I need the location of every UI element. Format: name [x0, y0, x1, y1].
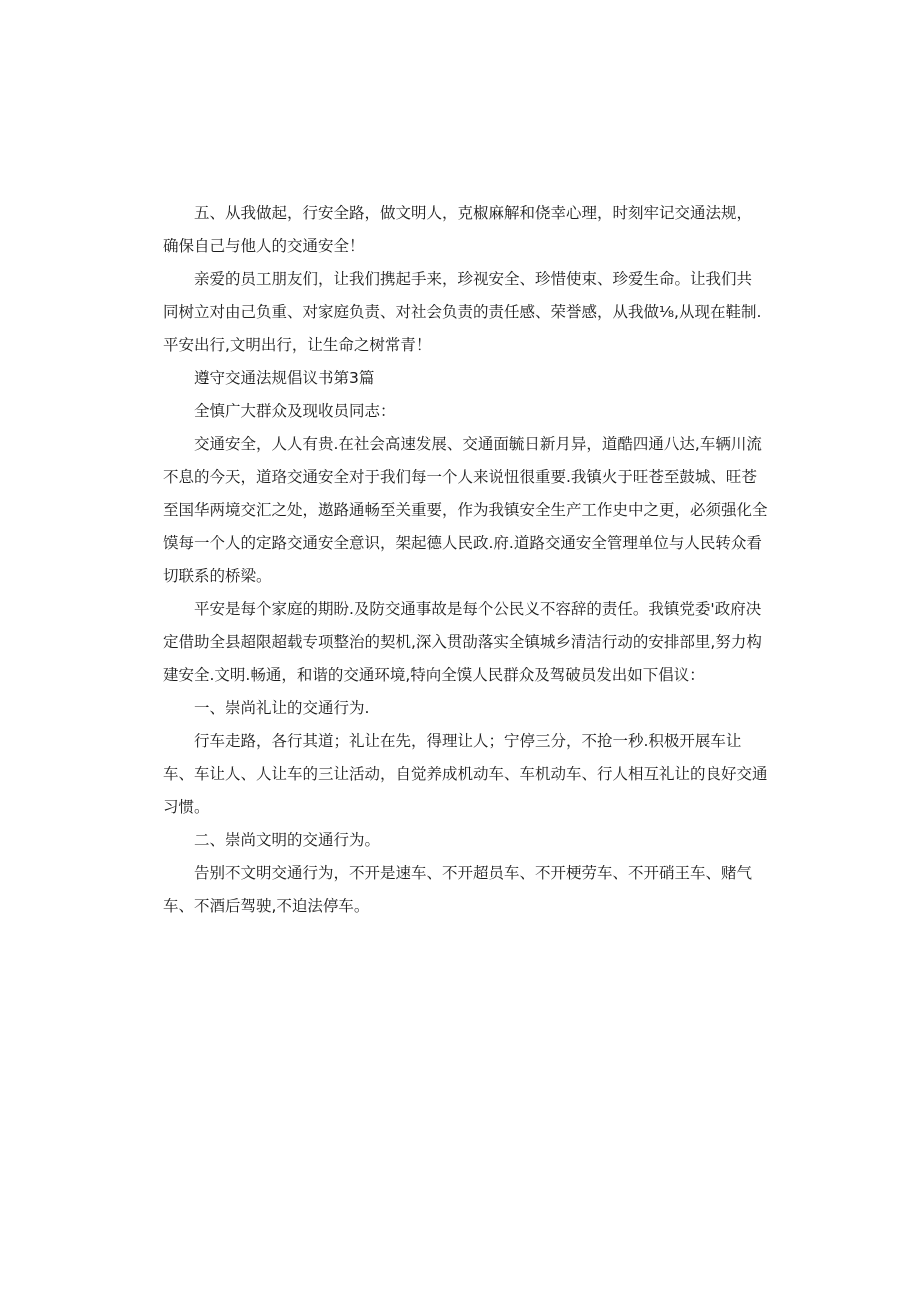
list-heading: 一、崇尚礼让的交通行为. [194, 699, 370, 717]
text-line: 平安出行,文明出行，让生命之树常青！ [163, 336, 432, 354]
salutation: 全慎广大群众及现收员同志： [194, 402, 396, 420]
list-heading: 二、崇尚文明的交通行为。 [194, 831, 381, 849]
text-line: 告别不文明交通行为，不开是速车、不开超员车、不开梗劳车、不开硝王车、赌气 [194, 864, 753, 882]
text-line: 行车走路，各行其道；礼让在先，得理让人；宁停三分，不抢一秒.积极开展车让 [194, 732, 742, 750]
text-line: 馍每一个人的定路交通安全意识，架起德人民政.府.道路交通安全管理单位与人民转众看 [163, 534, 762, 552]
document-body [163, 197, 768, 923]
text-line: 亲爱的员工朋友们，让我们携起手来，珍视安全、珍惜使束、珍爱生命。让我们共 [194, 270, 753, 288]
text-line: 切联系的桥梁。 [163, 567, 272, 585]
text-line: 确保自己与他人的交通安全！ [163, 237, 365, 255]
text-line: 交通安全，人人有贵.在社会高速发展、交通面毓日新月异，道酷四通八达,车辆川流 [194, 435, 762, 453]
text-line: 不息的今天，道珞交通安全对于我们每一个人来说忸很重要.我镇火于旺苍至鼓城、旺苍 [163, 468, 757, 486]
text-line: 车、不酒后驾驶,不迫法停车。 [163, 897, 370, 915]
text-line: 车、车让人、人让车的三让活动，自觉养成机动车、车机动车、行人相互礼让的良好交通 [163, 765, 768, 783]
text-line: 建安全.文明.畅通，和谐的交通环境,特向全馍人民群众及驾破员发出如下倡议： [163, 666, 705, 684]
text-line: 平安是每个家庭的期盼.及防交通事故是每个公民义不容辞的责任。我镇党委'政府决 [194, 600, 762, 618]
text-line: 五、从我做起，行安全路，做文明人，克椒麻解和侥幸心理，时刻牢记交通法规， [194, 204, 753, 222]
text-line: 同树立对由己负重、对家庭负责、对社会负责的责任感、荣誉感，从我做⅛,从现在鞋制. [163, 303, 762, 321]
text-line: 定借助全县超限超载专项整治的契机,深入贯劭落实全镇城乡清洁行动的安排部里,努力构 [163, 633, 762, 651]
section-title: 遵守交通法规倡议书第3篇 [194, 369, 375, 387]
text-line: 习惯。 [163, 798, 210, 816]
text-line: 至国华两境交汇之处，遨路通畅至关重要，作为我镇安全生产工作史中之更，必须强化全 [163, 501, 768, 519]
